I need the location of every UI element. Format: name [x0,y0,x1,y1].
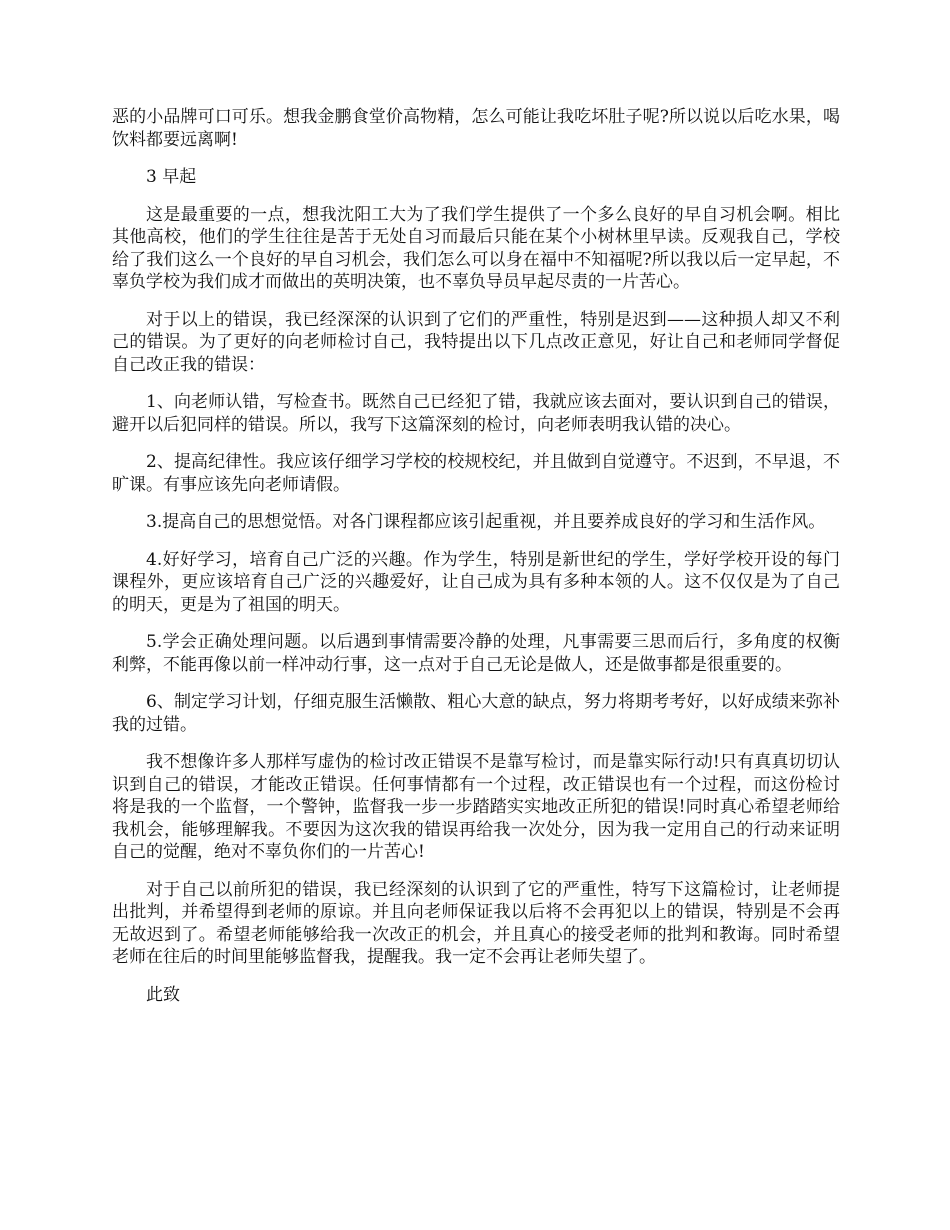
list-item-1: 1、向老师认错，写检查书。既然自己已经犯了错，我就应该去面对，要认识到自己的错误，避开以后犯同样的错误。所以，我写下这篇深刻的检讨，向老师表明我认错的决心。 [112,392,840,435]
list-item-4: 4.好好学习，培育自己广泛的兴趣。作为学生，特别是新世纪的学生，学好学校开设的每门课程外，更应该培育自己广泛的兴趣爱好，让自己成为具有多种本领的人。这不仅仅是为了自己的明天，更是为了祖国的明天。 [112,549,840,615]
list-item-5: 5.学会正确处理问题。以后遇到事情需要冷静的处理，凡事需要三思而后行，多角度的权衡利弊，不能再像以前一样冲动行事，这一点对于自己无论是做人，还是做事都是很重要的。 [112,632,840,675]
paragraph-commitment: 我不想像许多人那样写虚伪的检讨改正错误不是靠写检讨，而是靠实际行动!只有真真切切认识到自己的错误，才能改正错误。任何事情都有一个过程，改正错误也有一个过程，而这份检讨将是我的一个监督，一个警钟，监督我一步一步踏踏实实地改正所犯的错误!同时真心希望老师给我机会，能够理解我。不要因为这次我的错误再给我一次处分，因为我一定用自己的行动来证明自己的觉醒，绝对不辜负你们的一片苦心! [112,752,840,862]
paragraph-early-rising: 这是最重要的一点，想我沈阳工大为了我们学生提供了一个多么良好的早自习机会啊。相比其他高校，他们的学生往往是苦于无处自习而最后只能在某个小树林里早读。反观我自己，学校给了我们这么一个良好的早自习机会，我们怎么可以身在福中不知福呢?所以我以后一定早起，不辜负学校为我们成才而做出的英明决策，也不辜负导员早起尽责的一片苦心。 [112,204,840,292]
paragraph-continuation: 恶的小品牌可口可乐。想我金鹏食堂价高物精，怎么可能让我吃坏肚子呢?所以说以后吃水果，喝饮料都要远离啊! [112,107,840,150]
list-item-2: 2、提高纪律性。我应该仔细学习学校的校规校纪，并且做到自觉遵守。不迟到，不早退，不旷课。有事应该先向老师请假。 [112,452,840,495]
paragraph-conclusion: 对于自己以前所犯的错误，我已经深刻的认识到了它的严重性，特写下这篇检讨，让老师提出批判，并希望得到老师的原谅。并且向老师保证我以后将不会再犯以上的错误，特别是不会再无故迟到了。希望老师能够给我一次改正的机会，并且真心的接受老师的批判和教诲。同时希望老师在往后的时间里能够监督我，提醒我。我一定不会再让老师失望了。 [112,879,840,967]
list-item-6: 6、制定学习计划，仔细克服生活懒散、粗心大意的缺点，努力将期考考好，以好成绩来弥补我的过错。 [112,692,840,735]
paragraph-reflection: 对于以上的错误，我已经深深的认识到了它们的严重性，特别是迟到——这种损人却又不利己的错误。为了更好的向老师检讨自己，我特提出以下几点改正意见，好让自己和老师同学督促自己改正我的错误： [112,309,840,375]
closing-salutation: 此致 [146,984,180,1005]
document-body [112,106,840,1021]
list-item-3: 3.提高自己的思想觉悟。对各门课程都应该引起重视，并且要养成良好的学习和生活作风。 [146,512,826,532]
section-heading-early-rising: 3 早起 [146,167,197,187]
